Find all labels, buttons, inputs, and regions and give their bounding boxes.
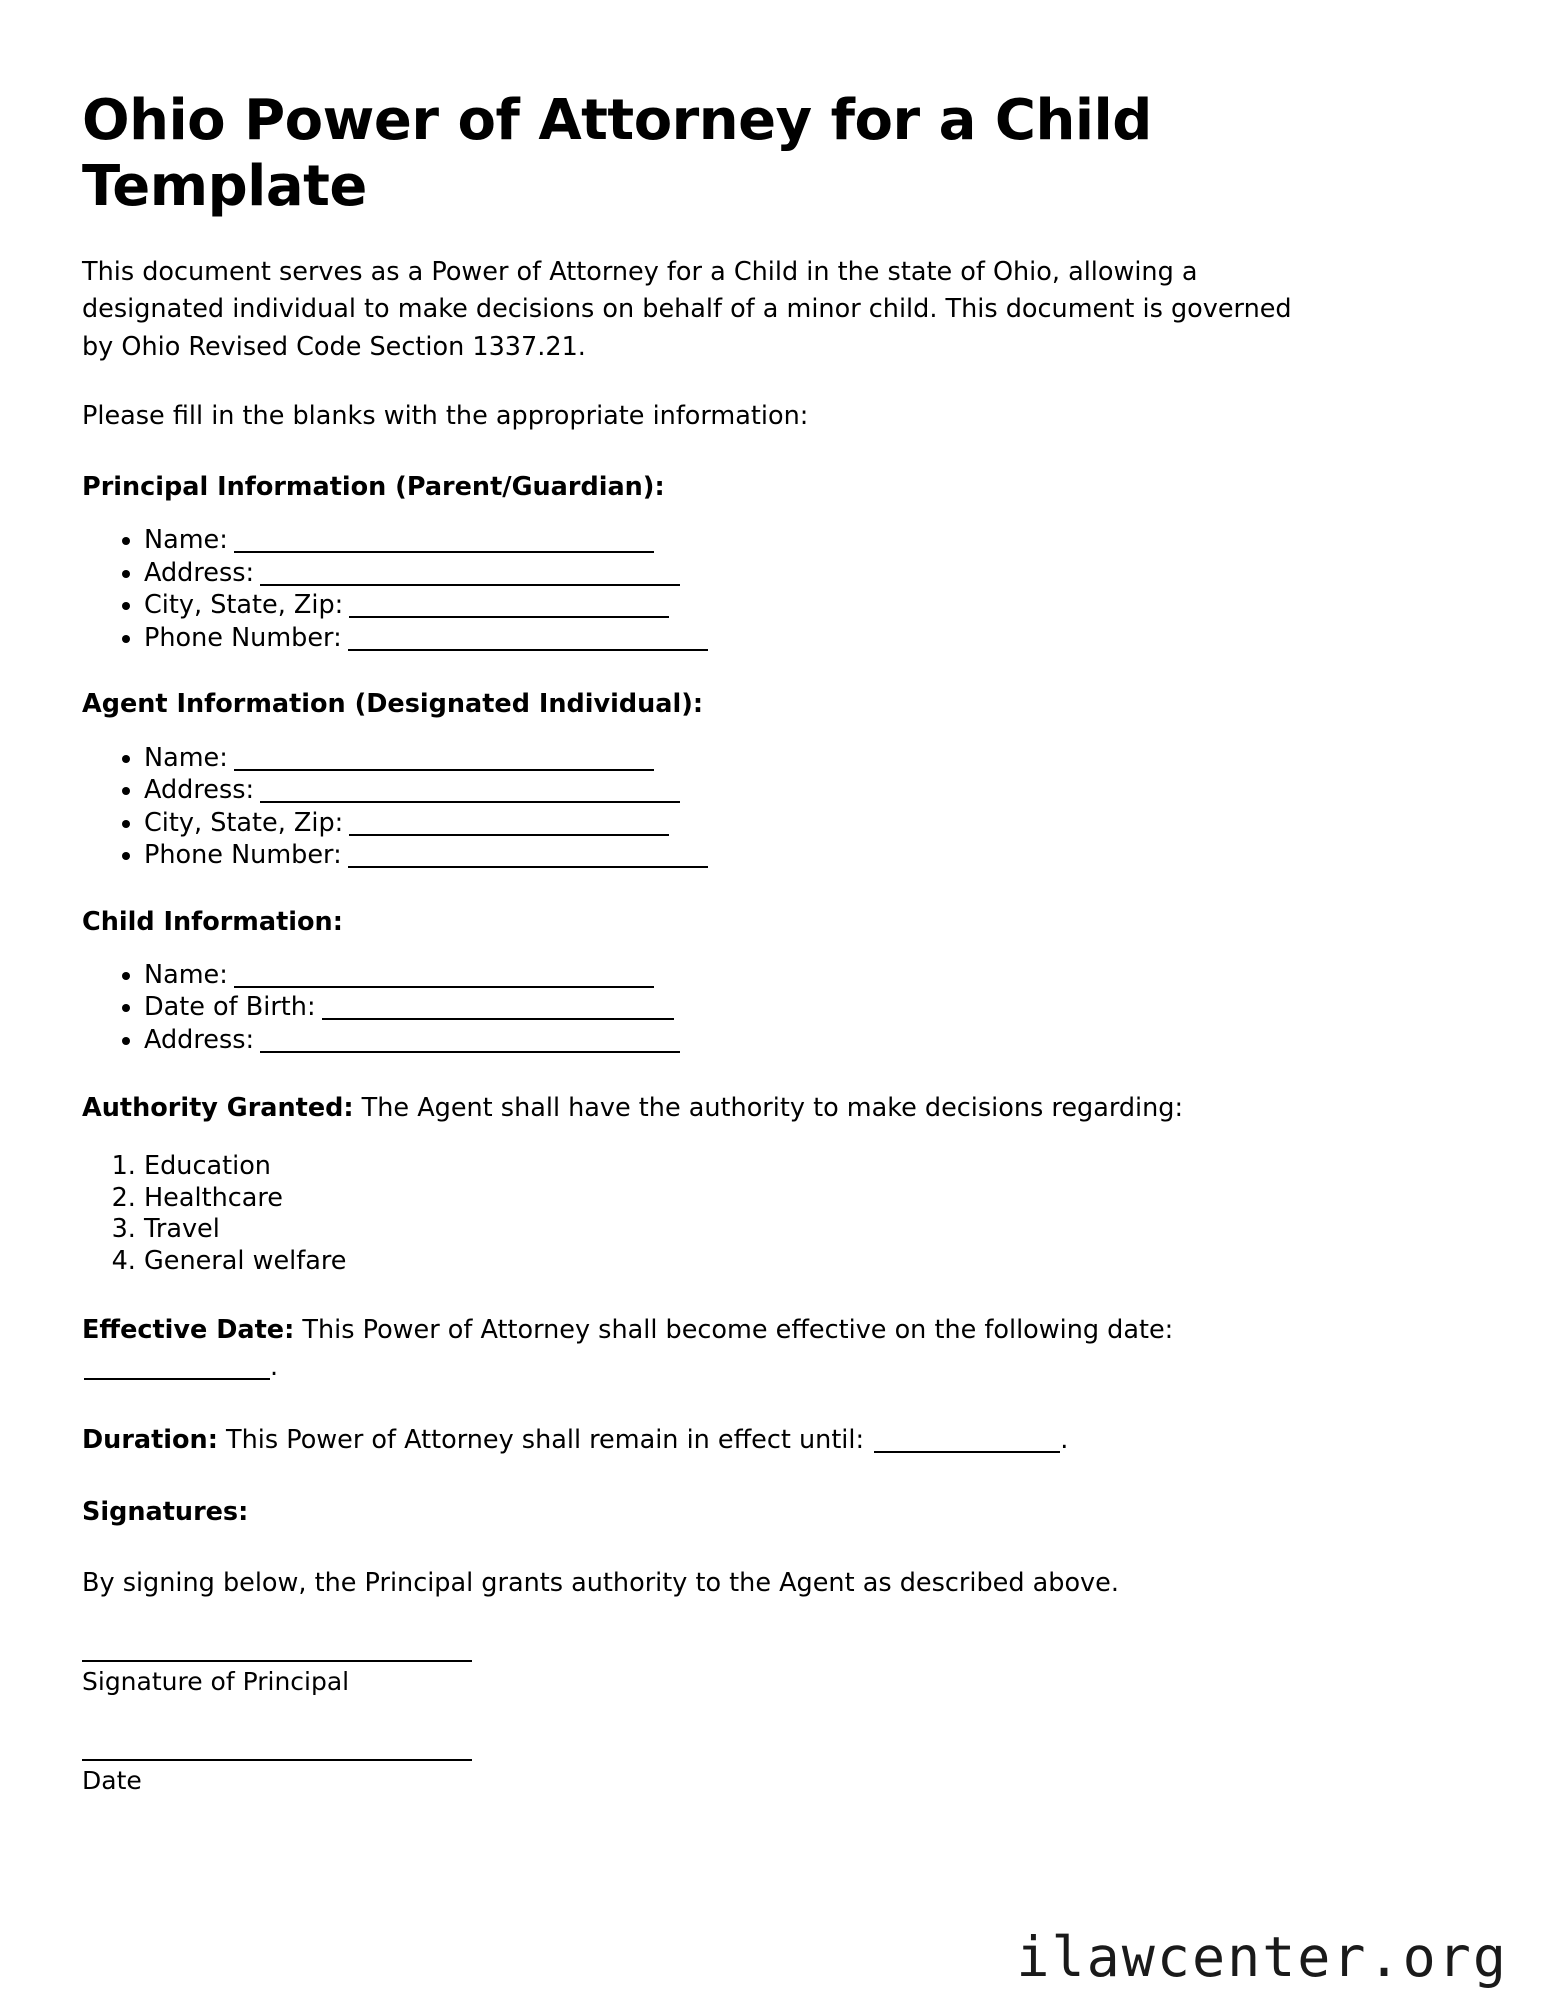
list-item	[144, 526, 1392, 555]
signature-label-principal: Signature of Principal	[82, 1666, 350, 1696]
principal-field-list	[82, 526, 1392, 652]
blank-line-address[interactable]	[260, 788, 680, 803]
effective-date-paragraph	[82, 1312, 1332, 1386]
blank-line-name[interactable]	[234, 538, 654, 553]
authority-granted-label: Authority Granted:	[82, 1093, 354, 1124]
effective-date-text: This Power of Attorney shall become effective on the following date:	[294, 1314, 1174, 1345]
field-label: Address:	[144, 1024, 255, 1055]
blank-line-phone[interactable]	[348, 636, 708, 651]
signature-group-date	[82, 1759, 1392, 1796]
child-field-list	[82, 961, 1392, 1055]
field-label: Address:	[144, 557, 255, 588]
blank-line-effective-date[interactable]	[84, 1365, 270, 1380]
blank-line-date-of-birth[interactable]	[322, 1005, 674, 1020]
blank-line-address[interactable]	[260, 571, 680, 586]
list-item	[144, 993, 1392, 1022]
list-item	[144, 591, 1392, 620]
list-item	[144, 744, 1392, 773]
list-item	[144, 809, 1392, 838]
signature-statement: By signing below, the Principal grants authority to the Agent as described above.	[82, 1567, 1119, 1598]
document-content	[82, 88, 1392, 1796]
instruction-paragraph: Please fill in the blanks with the appropriate information:	[82, 400, 809, 431]
signature-block	[82, 1660, 1392, 1797]
list-item: 2. Healthcare	[144, 1184, 1392, 1213]
blank-line-address[interactable]	[260, 1038, 680, 1053]
list-item	[144, 624, 1392, 653]
field-label: Name:	[144, 959, 228, 990]
watermark-ilawcenter: ilawcenter.org	[1016, 1925, 1508, 1989]
field-label: City, State, Zip:	[144, 807, 344, 838]
signatures-section-heading: Signatures:	[82, 1496, 249, 1527]
list-item: 3. Travel	[144, 1215, 1392, 1244]
signature-group-principal	[82, 1660, 1392, 1697]
principal-section-heading: Principal Information (Parent/Guardian):	[82, 472, 665, 503]
blank-line-name[interactable]	[234, 756, 654, 771]
agent-field-list	[82, 744, 1392, 870]
authority-granted-list	[82, 1152, 1392, 1276]
list-item: 1. Education	[144, 1152, 1392, 1181]
blank-line-phone[interactable]	[348, 853, 708, 868]
signature-line-principal[interactable]	[82, 1660, 472, 1662]
authority-granted-text: The Agent shall have the authority to make decisions regarding:	[353, 1093, 1184, 1124]
agent-section-heading: Agent Information (Designated Individual):	[82, 689, 704, 720]
authority-granted-paragraph	[82, 1090, 1332, 1127]
signature-line-date[interactable]	[82, 1759, 472, 1761]
field-label: City, State, Zip:	[144, 590, 344, 621]
duration-text: This Power of Attorney shall remain in effect until:	[217, 1425, 865, 1456]
duration-trailing: .	[1060, 1425, 1069, 1456]
list-item	[144, 961, 1392, 990]
child-section-heading: Child Information:	[82, 906, 343, 937]
duration-label: Duration:	[82, 1425, 218, 1456]
field-label: Name:	[144, 525, 228, 556]
field-label: Address:	[144, 775, 255, 806]
field-label: Date of Birth:	[144, 992, 316, 1023]
page-title: Ohio Power of Attorney for a Child Template	[82, 88, 1152, 220]
list-item	[144, 776, 1392, 805]
effective-date-label: Effective Date:	[82, 1314, 295, 1345]
blank-line-duration[interactable]	[874, 1438, 1060, 1453]
list-item: 4. General welfare	[144, 1247, 1392, 1276]
blank-line-city-state-zip[interactable]	[349, 603, 669, 618]
field-label: Phone Number:	[144, 840, 342, 871]
intro-paragraph: This document serves as a Power of Attorney for a Child in the state of Ohio, allowing a designated individual to make decisions on behalf of a minor child. This document is governed by Ohio Revised Code Section 1337.21.	[82, 257, 1292, 362]
blank-line-city-state-zip[interactable]	[349, 821, 669, 836]
list-item	[144, 1026, 1392, 1055]
effective-date-trailing: .	[270, 1352, 279, 1383]
list-item	[144, 559, 1392, 588]
signature-label-date: Date	[82, 1766, 142, 1796]
blank-line-name[interactable]	[234, 973, 654, 988]
field-label: Phone Number:	[144, 622, 342, 653]
duration-paragraph	[82, 1422, 1332, 1459]
field-label: Name:	[144, 742, 228, 773]
list-item	[144, 841, 1392, 870]
